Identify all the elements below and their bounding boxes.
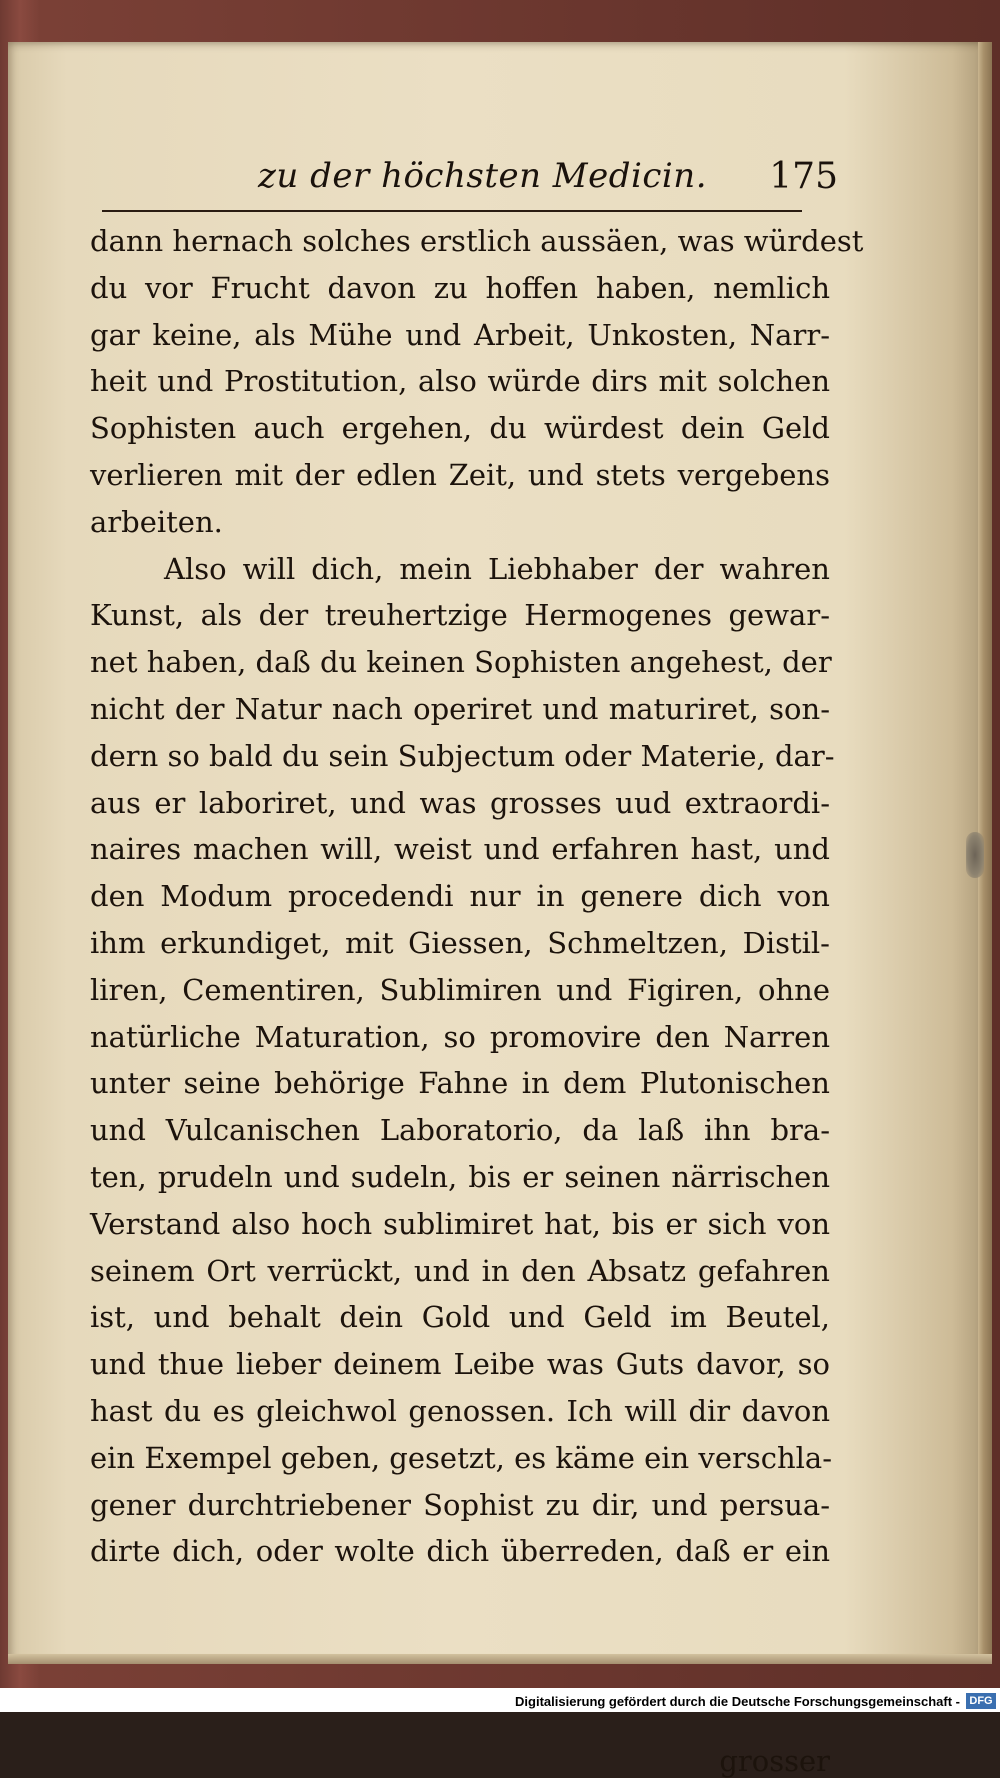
page-number: 175 bbox=[769, 156, 838, 197]
text-line: Sophisten auch ergehen, du würdest dein Geld bbox=[90, 411, 830, 446]
digitization-footer bbox=[0, 1688, 1000, 1712]
text-line: aus er laboriret, und was grosses uud extraordi- bbox=[90, 785, 830, 820]
text-line: dern so bald du sein Subjectum oder Materie, dar- bbox=[90, 738, 835, 773]
text-line: nicht der Natur nach operiret und maturiret, son- bbox=[90, 691, 830, 726]
text-line: du vor Frucht davon zu hoffen haben, nemlich bbox=[90, 270, 830, 305]
running-head: zu der höchsten Medicin. bbox=[258, 156, 708, 196]
text-line: gar keine, als Mühe und Arbeit, Unkosten, Narr- bbox=[90, 317, 830, 352]
text-line: ten, prudeln und sudeln, bis er seinen närrischen bbox=[90, 1159, 830, 1194]
page-clip-mark bbox=[966, 832, 984, 878]
page-edge-bottom bbox=[8, 1654, 992, 1664]
text-line: den Modum procedendi nur in genere dich von bbox=[90, 879, 830, 914]
text-line: arbeiten. bbox=[90, 504, 223, 539]
text-line: und Vulcanischen Laboratorio, da laß ihn bra- bbox=[90, 1113, 830, 1148]
page-header bbox=[98, 142, 838, 212]
text-line: gener durchtriebener Sophist zu dir, und persua- bbox=[90, 1487, 830, 1522]
text-line: unter seine behörige Fahne in dem Plutonischen bbox=[90, 1066, 830, 1101]
text-line: heit und Prostitution, also würde dirs mit solchen bbox=[90, 364, 830, 399]
text-line: seinem Ort verrückt, und in den Absatz gefahren bbox=[90, 1253, 830, 1288]
text-line: natürliche Maturation, so promovire den Narren bbox=[90, 1019, 830, 1054]
text-line: und thue lieber deinem Leibe was Guts davor, so bbox=[90, 1347, 830, 1382]
text-line: dirte dich, oder wolte dich überreden, daß er ein bbox=[90, 1534, 830, 1569]
dfg-logo: DFG bbox=[966, 1693, 996, 1709]
header-rule bbox=[102, 210, 802, 212]
catchword: grosser bbox=[719, 1744, 830, 1778]
text-line: naires machen will, weist und erfahren hast, und bbox=[90, 832, 830, 867]
footer-credit: Digitalisierung gefördert durch die Deutsche Forschungsgemeinschaft - bbox=[515, 1694, 960, 1709]
text-line: Also will dich, mein Liebhaber der wahren bbox=[164, 551, 830, 586]
text-line: hast du es gleichwol genossen. Ich will dir davon bbox=[90, 1393, 830, 1428]
text-line: ein Exempel geben, gesetzt, es käme ein verschla- bbox=[90, 1440, 833, 1475]
text-line: Verstand also hoch sublimiret hat, bis er sich von bbox=[90, 1206, 830, 1241]
text-line: verlieren mit der edlen Zeit, und stets vergebens bbox=[90, 457, 830, 492]
text-line: liren, Cementiren, Sublimiren und Figiren, ohne bbox=[90, 972, 830, 1007]
text-line: ist, und behalt dein Gold und Geld im Beutel, bbox=[90, 1300, 830, 1335]
text-line: net haben, daß du keinen Sophisten angehest, der bbox=[90, 645, 832, 680]
text-line: dann hernach solches erstlich aussäen, was würdest bbox=[90, 224, 864, 258]
text-line: ihm erkundiget, mit Giessen, Schmeltzen, Distil- bbox=[90, 925, 830, 960]
text-line: Kunst, als der treuhertzige Hermogenes gewar- bbox=[90, 598, 830, 633]
